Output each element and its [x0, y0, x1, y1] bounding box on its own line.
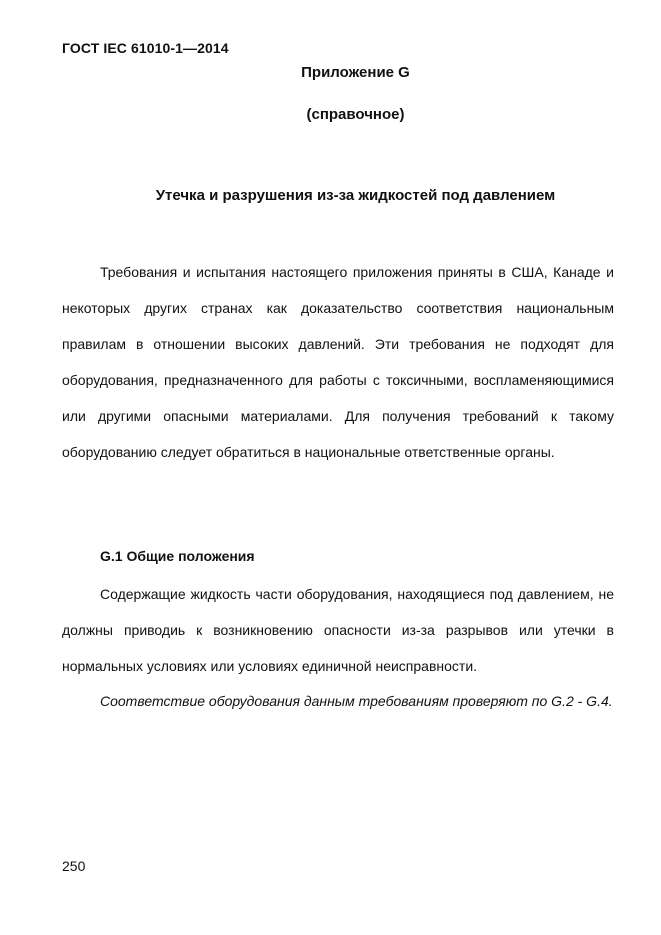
appendix-title: Приложение G [301, 64, 410, 81]
subsection-title: G.1 Общие положения [100, 548, 255, 564]
appendix-note: (справочное) [306, 106, 405, 123]
compliance-check-paragraph: Соответствие оборудования данным требованиям проверяют по G.2 - G.4. [100, 693, 613, 709]
section-title: Утечка и разрушения из-за жидкостей под давлением [155, 187, 556, 204]
standard-code: ГОСТ IEC 61010-1—2014 [62, 40, 229, 56]
page-number: 250 [62, 858, 86, 874]
g1-paragraph: Содержащие жидкость части оборудования, находящиеся под давлением, не должны приводиь к возникновению опасности из-за разрывов или утечки в нормальных условиях или условиях единичной неисправности. [62, 586, 614, 674]
intro-paragraph: Требования и испытания настоящего приложения приняты в США, Канаде и некоторых других странах как доказательство соответствия национальным правилам в отношении высоких давлений. Эти требования не подходят для оборудования, предназначенного для работы с токсичными, воспламеняющимися или другими опасными материалами. Для получения требований к такому оборудованию следует обратиться в национальные ответственные органы. [62, 264, 614, 460]
